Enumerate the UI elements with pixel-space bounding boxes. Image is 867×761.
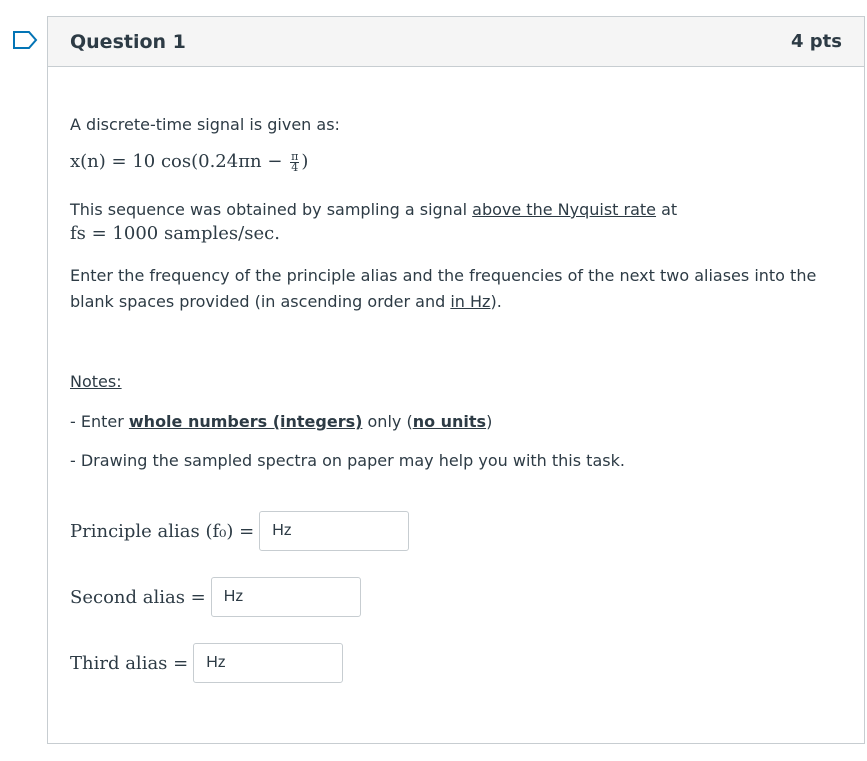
question-header <box>48 17 864 67</box>
sampling-pre: This sequence was obtained by sampling a signal <box>70 200 473 219</box>
note1-mid: only ( <box>362 412 413 431</box>
in-hz-link[interactable]: in Hz <box>450 292 491 311</box>
equation-close: ) <box>301 151 309 172</box>
sampling-post: at <box>656 200 678 219</box>
fraction-numerator: π <box>291 150 299 163</box>
instruction-post: ). <box>490 292 502 311</box>
sampling-frequency: fs = 1000 samples/sec. <box>70 223 280 244</box>
bookmark-flag-icon[interactable] <box>12 30 38 50</box>
instruction-pre: Enter the frequency of the principle alias and the frequencies of the next two aliases into the blank spaces provided (in ascending order and <box>70 266 817 311</box>
signal-equation <box>70 151 308 173</box>
answer-row-third <box>70 643 343 683</box>
question-title: Question 1 <box>70 30 186 53</box>
note1-integers: whole numbers (integers) <box>128 412 363 431</box>
second-alias-input[interactable] <box>211 577 361 617</box>
third-alias-input[interactable] <box>193 643 343 683</box>
fraction-denominator: 4 <box>291 161 299 174</box>
note-1 <box>70 409 492 435</box>
second-alias-label: Second alias = <box>70 586 206 608</box>
note1-pre: - Enter <box>70 412 129 431</box>
intro-text: A discrete-time signal is given as: <box>70 115 340 134</box>
question-card <box>47 16 865 744</box>
notes-heading: Notes: <box>70 372 122 391</box>
answer-row-second <box>70 577 361 617</box>
note1-post: ) <box>486 412 493 431</box>
principle-alias-label: Principle alias (f₀) = <box>70 520 255 542</box>
equation-lhs: x(n) = 10 cos(0.24πn − <box>70 151 289 172</box>
nyquist-link[interactable]: above the Nyquist rate <box>472 200 657 219</box>
sampling-text <box>70 197 677 223</box>
equation-fraction <box>290 152 299 173</box>
note-2: - Drawing the sampled spectra on paper may help you with this task. <box>70 451 625 470</box>
third-alias-label: Third alias = <box>70 652 189 674</box>
answer-row-principle <box>70 511 409 551</box>
question-points: 4 pts <box>791 31 842 52</box>
note1-no-units: no units <box>412 412 487 431</box>
instruction-text <box>70 263 840 315</box>
principle-alias-input[interactable] <box>259 511 409 551</box>
